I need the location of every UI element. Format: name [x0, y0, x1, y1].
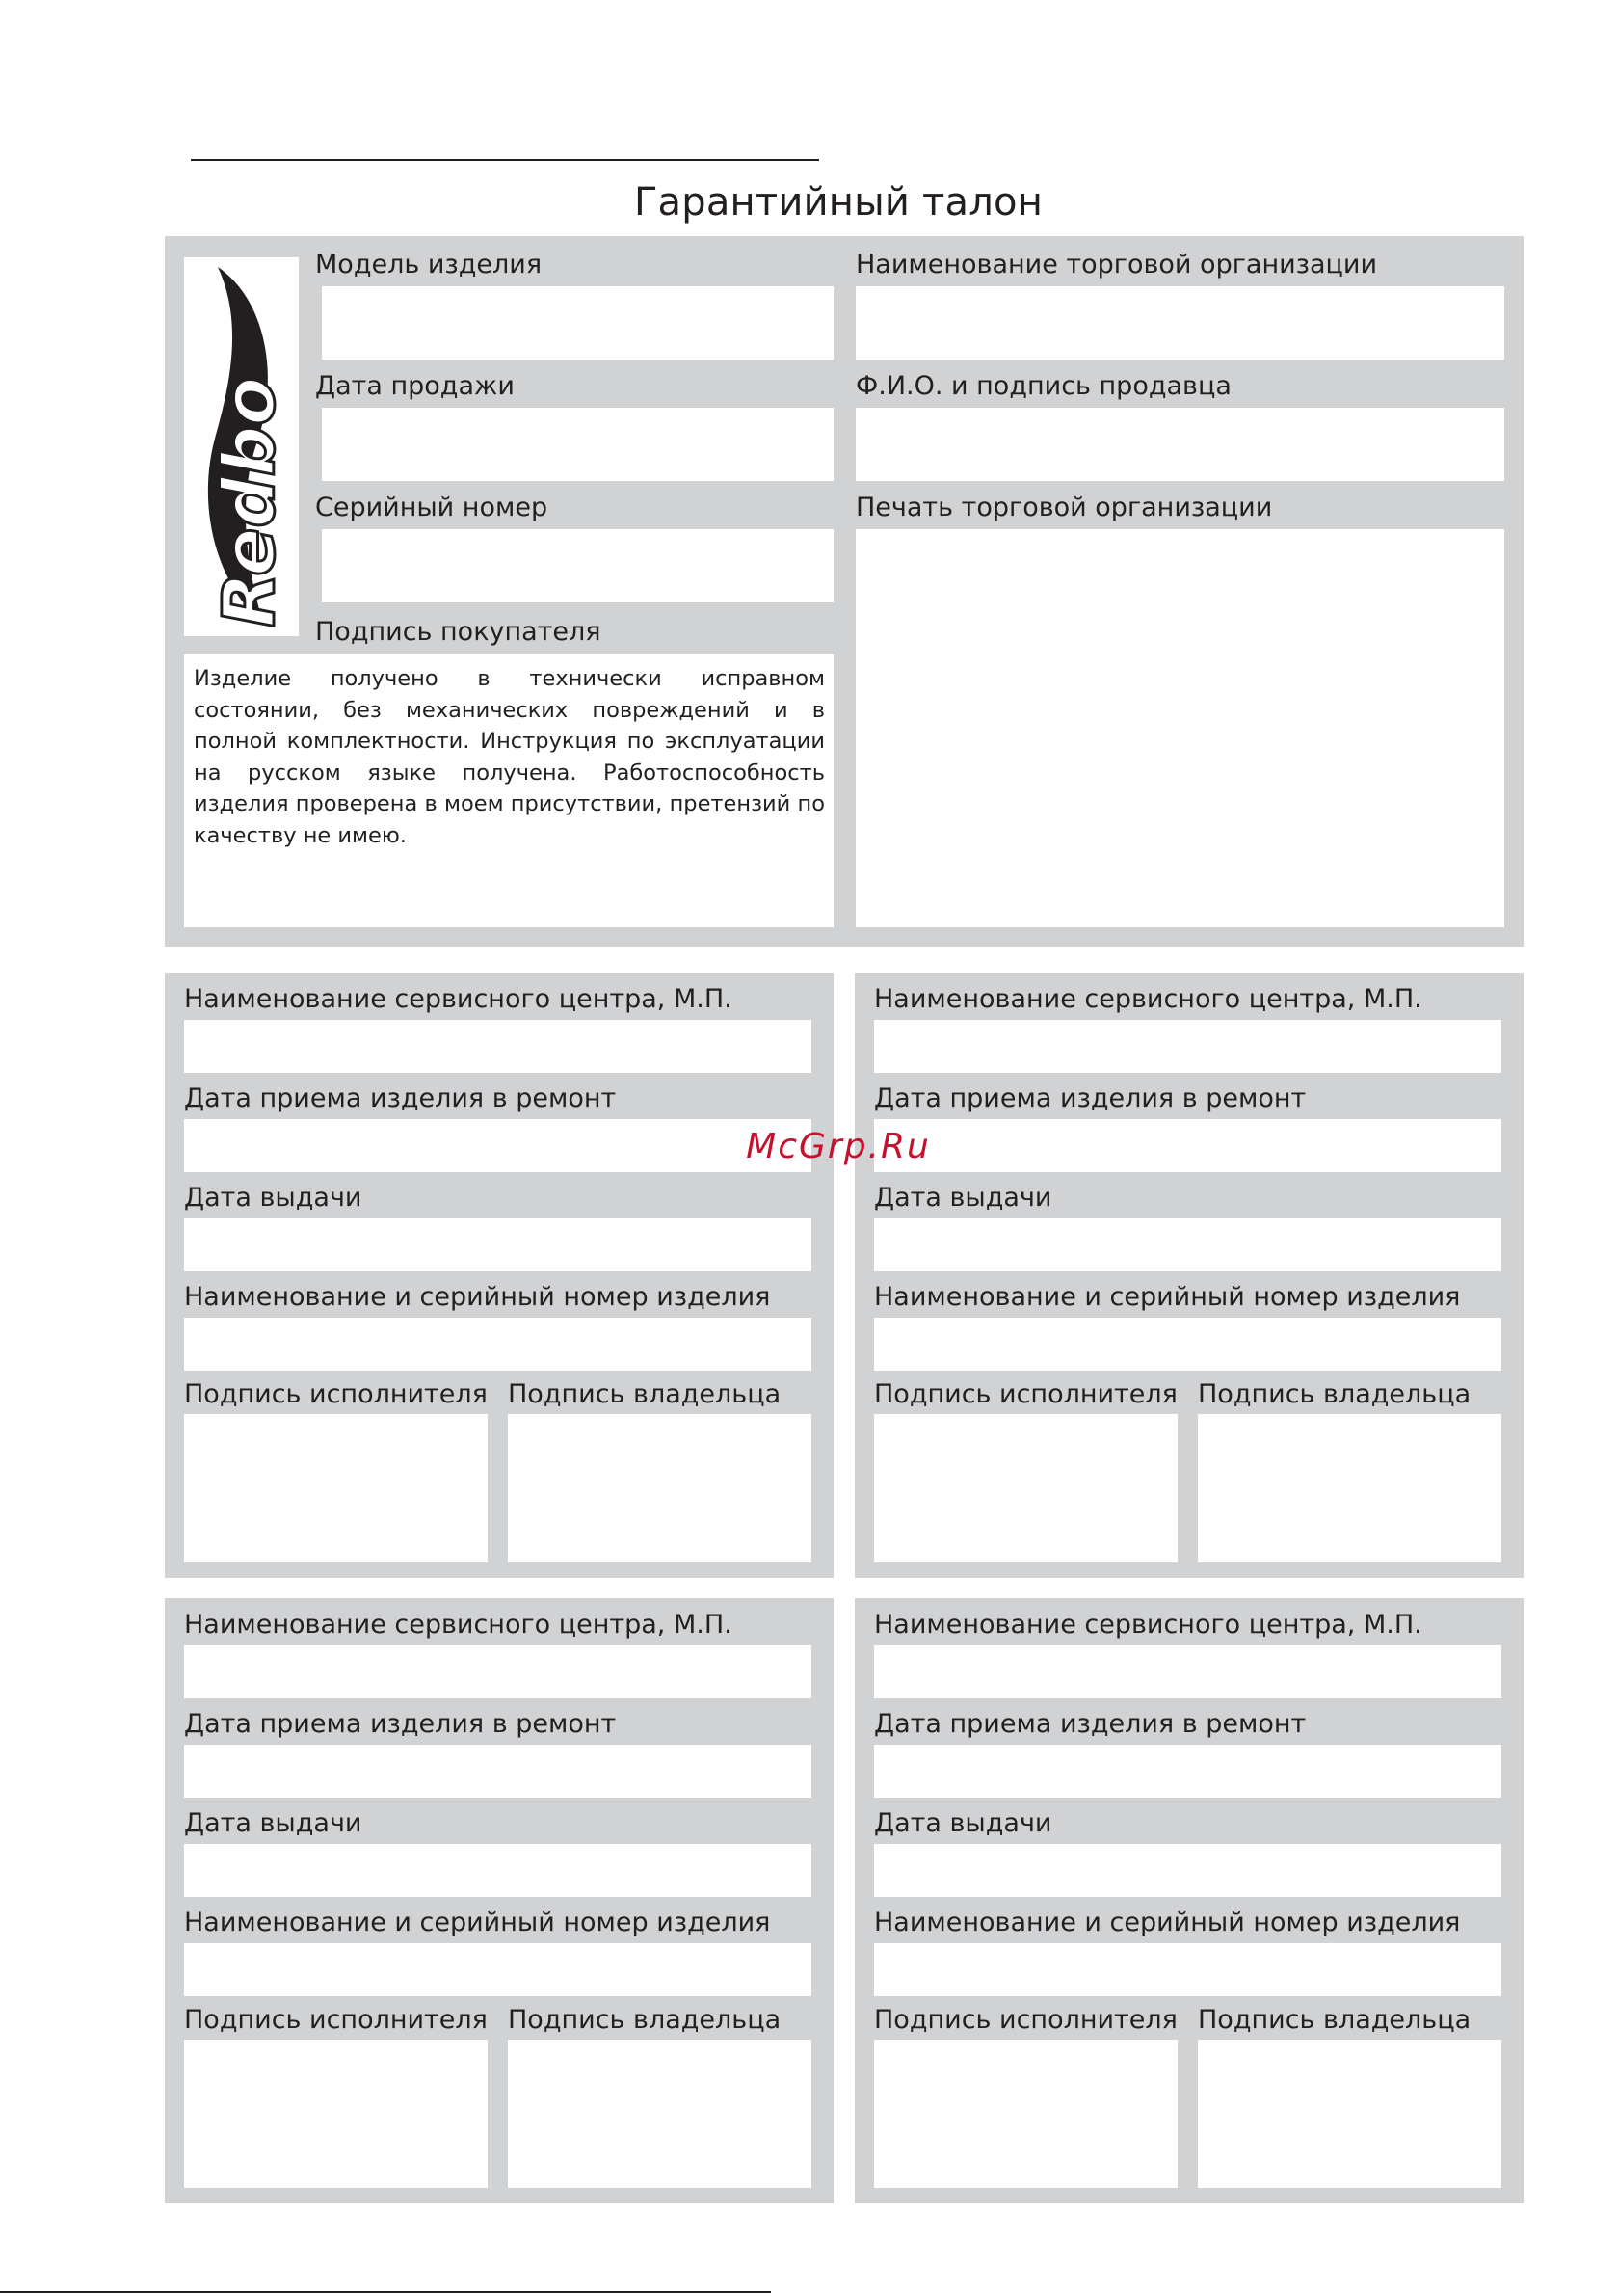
- executor-signature-field[interactable]: [184, 1414, 488, 1562]
- sale-date-label: Дата продажи: [315, 371, 515, 401]
- buyer-signature-label: Подпись покупателя: [315, 617, 601, 647]
- owner-signature-label: Подпись владельца: [1198, 1379, 1472, 1409]
- model-label: Модель изделия: [315, 250, 543, 280]
- product-field[interactable]: [184, 1943, 811, 1996]
- watermark: McGrp.Ru: [746, 1127, 931, 1166]
- issued-date-label: Дата выдачи: [874, 1808, 1052, 1838]
- issued-date-label: Дата выдачи: [874, 1183, 1052, 1213]
- service-center-field[interactable]: [184, 1020, 811, 1073]
- service-center-field[interactable]: [184, 1645, 811, 1698]
- executor-signature-label: Подпись исполнителя: [874, 1379, 1178, 1409]
- owner-signature-field[interactable]: [1198, 1414, 1501, 1562]
- redbo-logo-icon: [189, 261, 295, 632]
- executor-signature-field[interactable]: [874, 1414, 1178, 1562]
- product-label: Наименование и серийный номер изделия: [874, 1282, 1461, 1312]
- received-date-field[interactable]: [184, 1745, 811, 1798]
- service-center-label: Наименование сервисного центра, М.П.: [874, 1610, 1422, 1640]
- executor-signature-label: Подпись исполнителя: [874, 2005, 1178, 2035]
- product-label: Наименование и серийный номер изделия: [184, 1908, 771, 1937]
- received-date-field[interactable]: [874, 1745, 1501, 1798]
- product-field[interactable]: [874, 1943, 1501, 1996]
- received-date-label: Дата приема изделия в ремонт: [874, 1709, 1307, 1739]
- service-center-label: Наименование сервисного центра, М.П.: [184, 984, 732, 1014]
- received-date-label: Дата приема изделия в ремонт: [184, 1083, 617, 1113]
- executor-signature-label: Подпись исполнителя: [184, 1379, 488, 1409]
- product-label: Наименование и серийный номер изделия: [874, 1908, 1461, 1937]
- service-center-field[interactable]: [874, 1645, 1501, 1698]
- service-center-field[interactable]: [874, 1020, 1501, 1073]
- issued-date-field[interactable]: [874, 1218, 1501, 1271]
- issued-date-field[interactable]: [874, 1844, 1501, 1897]
- product-field[interactable]: [874, 1318, 1501, 1371]
- product-field[interactable]: [184, 1318, 811, 1371]
- owner-signature-field[interactable]: [508, 2040, 811, 2188]
- bottom-cut-line: [0, 2291, 771, 2293]
- serial-field[interactable]: [322, 529, 834, 602]
- received-date-label: Дата приема изделия в ремонт: [184, 1709, 617, 1739]
- service-center-label: Наименование сервисного центра, М.П.: [874, 984, 1422, 1014]
- stamp-label: Печать торговой организации: [856, 493, 1273, 522]
- executor-signature-field[interactable]: [184, 2040, 488, 2188]
- product-label: Наименование и серийный номер изделия: [184, 1282, 771, 1312]
- owner-signature-label: Подпись владельца: [508, 1379, 782, 1409]
- model-field[interactable]: [322, 286, 834, 360]
- seller-field[interactable]: [856, 408, 1504, 481]
- owner-signature-label: Подпись владельца: [1198, 2005, 1472, 2035]
- store-name-field[interactable]: [856, 286, 1504, 360]
- buyer-notice: Изделие получено в технически исправном состоянии, без механических повреждений и в полной комплектности. Инструкция по эксплуатации на русском языке получена. Работоспособность изделия проверена в моем присутствии, претензий по качеству не имею.: [194, 666, 825, 848]
- owner-signature-label: Подпись владельца: [508, 2005, 782, 2035]
- owner-signature-field[interactable]: [1198, 2040, 1501, 2188]
- executor-signature-label: Подпись исполнителя: [184, 2005, 488, 2035]
- page-title: Гарантийный талон: [633, 180, 1044, 225]
- issued-date-field[interactable]: [184, 1218, 811, 1271]
- executor-signature-field[interactable]: [874, 2040, 1178, 2188]
- received-date-label: Дата приема изделия в ремонт: [874, 1083, 1307, 1113]
- store-name-label: Наименование торговой организации: [856, 250, 1378, 280]
- logo-text: Redbo: [207, 376, 291, 627]
- seller-label: Ф.И.О. и подпись продавца: [856, 371, 1232, 401]
- issued-date-label: Дата выдачи: [184, 1808, 362, 1838]
- owner-signature-field[interactable]: [508, 1414, 811, 1562]
- issued-date-label: Дата выдачи: [184, 1183, 362, 1213]
- issued-date-field[interactable]: [184, 1844, 811, 1897]
- sale-date-field[interactable]: [322, 408, 834, 481]
- service-center-label: Наименование сервисного центра, М.П.: [184, 1610, 732, 1640]
- header-rule: [191, 159, 819, 161]
- brand-logo: [184, 257, 299, 636]
- stamp-field[interactable]: [856, 529, 1504, 927]
- serial-label: Серийный номер: [315, 493, 548, 522]
